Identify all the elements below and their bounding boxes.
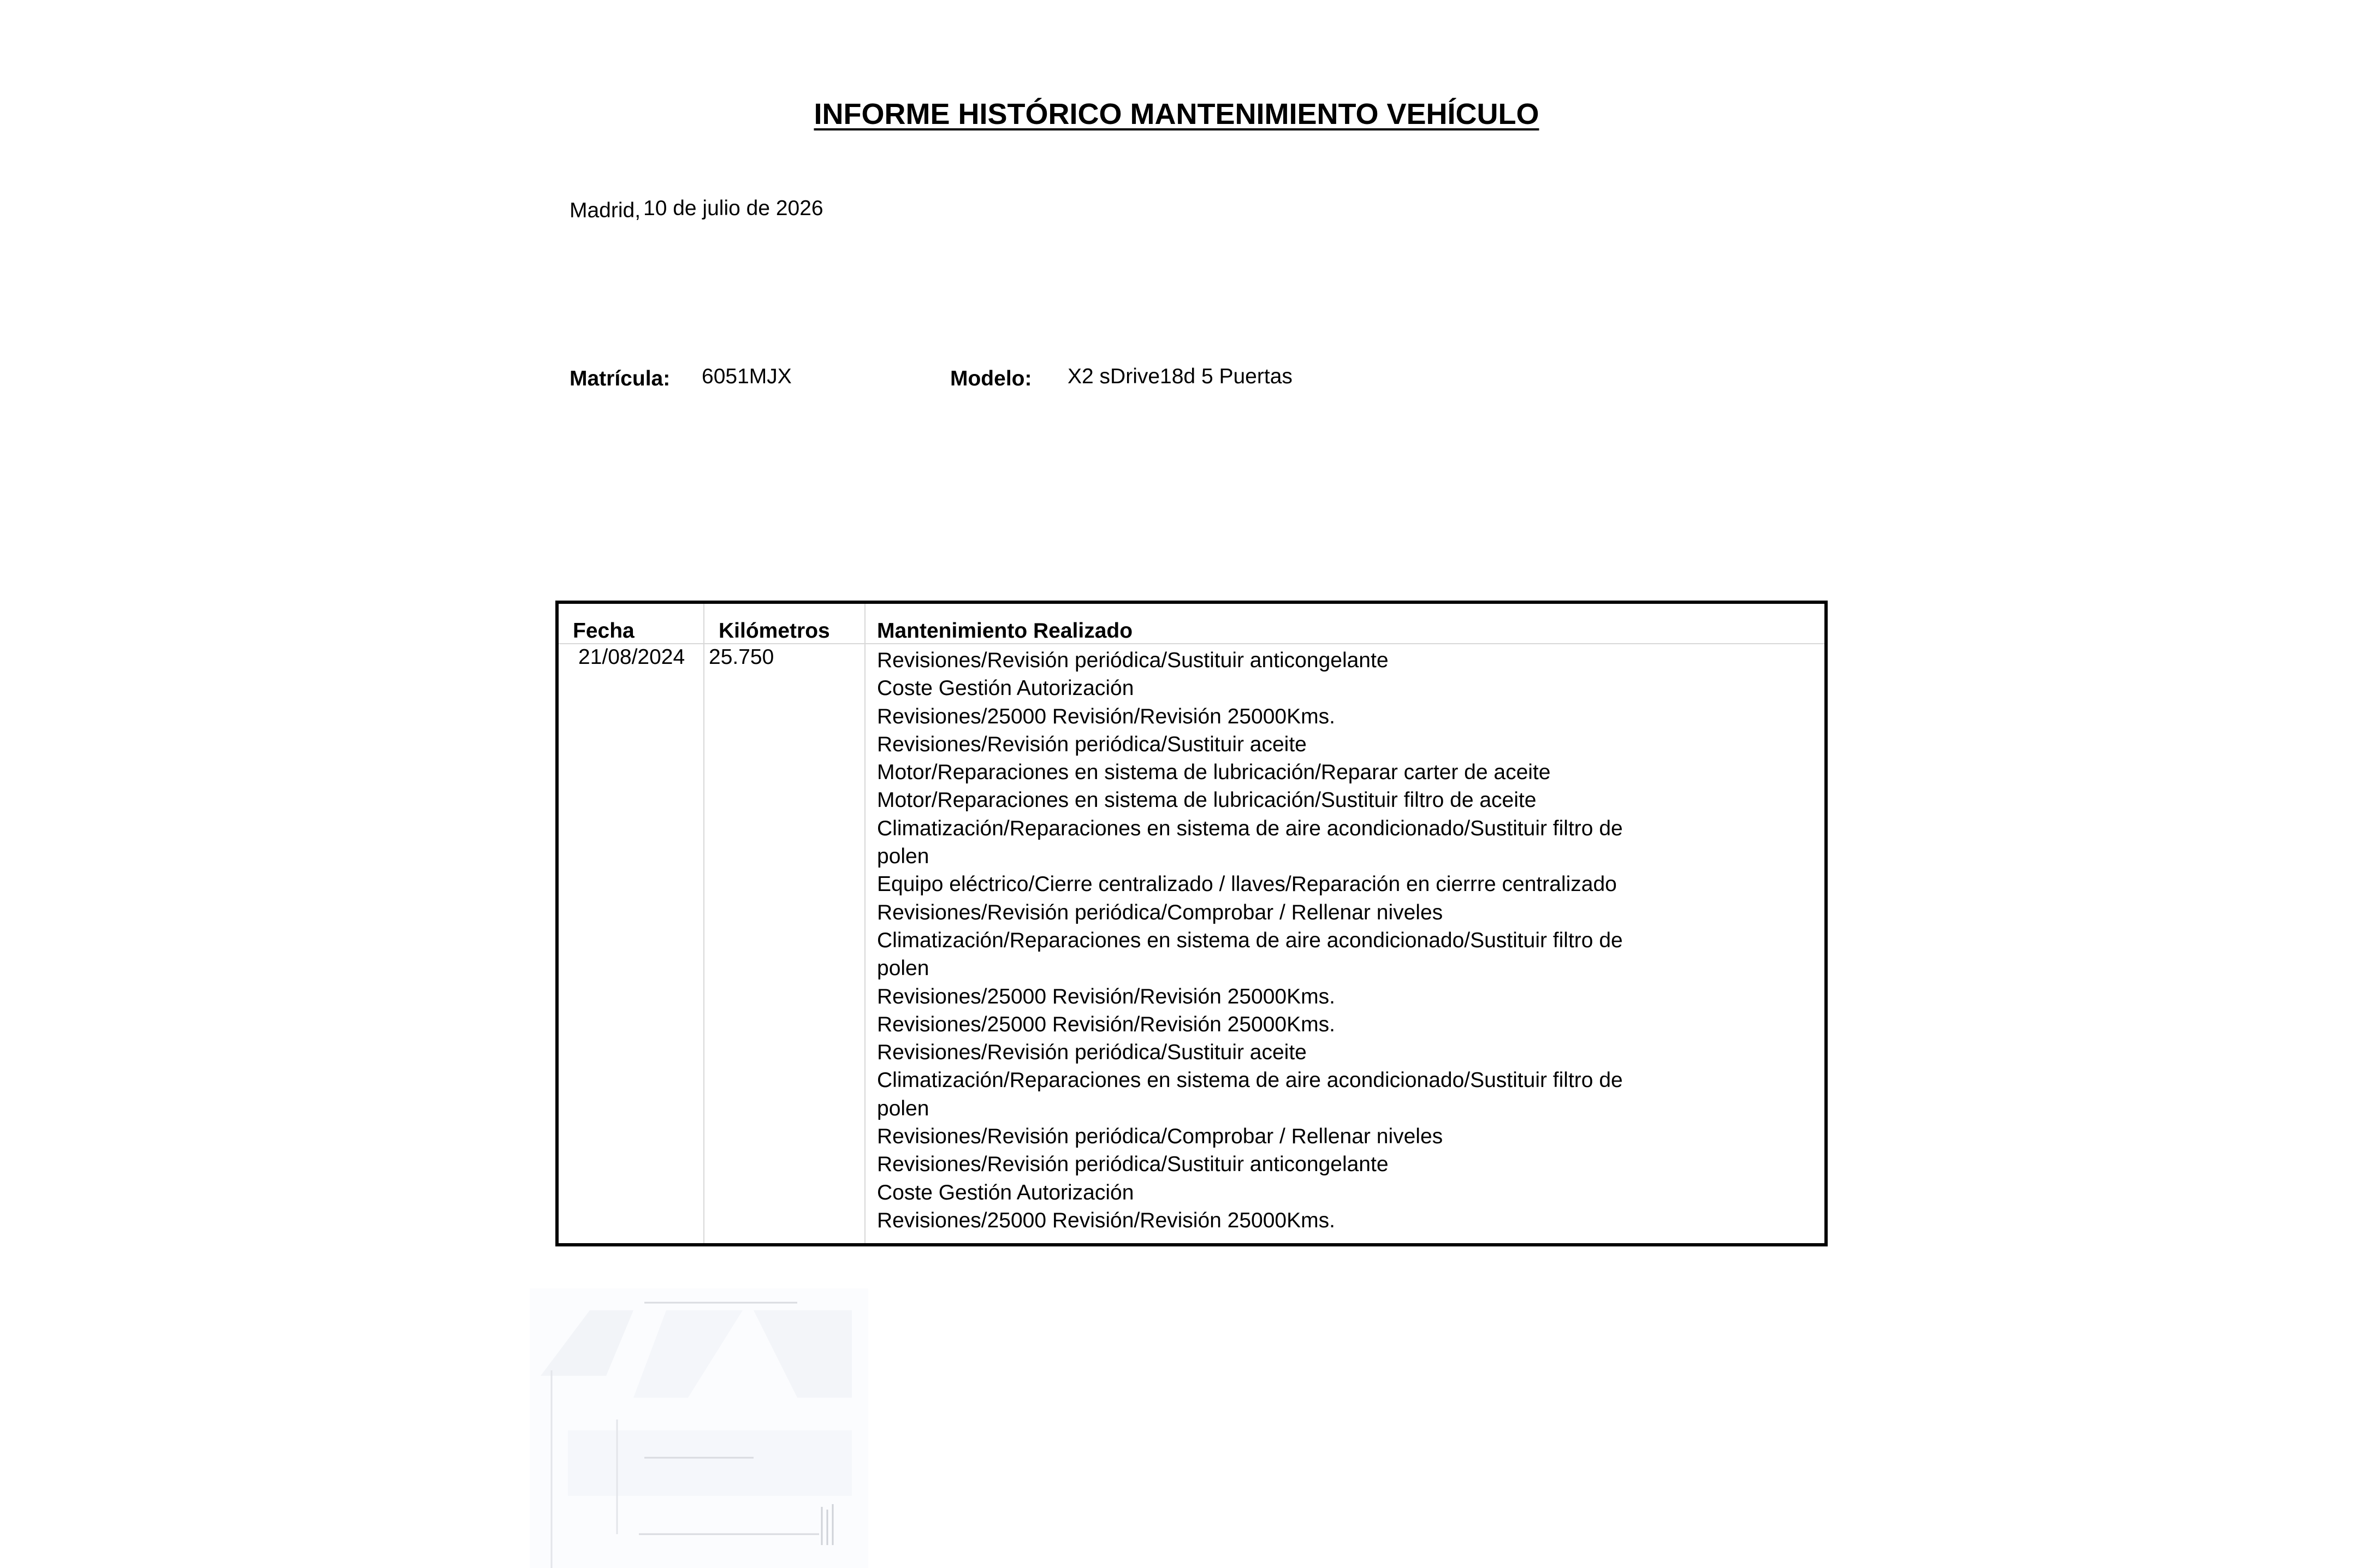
list-item: Coste Gestión Autorización: [877, 1180, 1134, 1204]
list-item: Revisiones/25000 Revisión/Revisión 25000Kms.: [877, 984, 1335, 1008]
column-divider: [703, 604, 704, 1243]
model-value: X2 sDrive18d 5 Puertas: [1068, 365, 1293, 388]
column-divider: [864, 604, 866, 1243]
list-item: Revisiones/Revisión periódica/Sustituir anticongelante: [877, 649, 1389, 672]
list-item: Revisiones/Revisión periódica/Sustituir aceite: [877, 732, 1307, 756]
plate-value: 6051MJX: [702, 365, 792, 388]
list-item: Revisiones/25000 Revisión/Revisión 25000Kms.: [877, 1208, 1335, 1232]
header-work: Mantenimiento Realizado: [877, 619, 1133, 643]
report-date: 10 de julio de 2026: [643, 197, 823, 220]
model-label: Modelo:: [950, 367, 1032, 390]
place-label: Madrid,: [570, 199, 641, 222]
row-km: 25.750: [709, 645, 774, 669]
list-item: Motor/Reparaciones en sistema de lubricación/Sustituir filtro de aceite: [877, 788, 1537, 812]
list-item: Climatización/Reparaciones en sistema de aire acondicionado/Sustituir filtro de polen: [877, 928, 1623, 981]
header-divider: [559, 643, 1824, 644]
list-item: Revisiones/Revisión periódica/Comprobar / Rellenar niveles: [877, 900, 1443, 924]
list-item: Motor/Reparaciones en sistema de lubricación/Reparar carter de aceite: [877, 761, 1551, 785]
plate-label: Matrícula:: [570, 367, 671, 390]
list-item: Revisiones/25000 Revisión/Revisión 25000Kms.: [877, 1012, 1335, 1036]
row-date: 21/08/2024: [578, 645, 685, 669]
list-item: Revisiones/25000 Revisión/Revisión 25000Kms.: [877, 704, 1335, 728]
faded-stamp-icon: [524, 1288, 874, 1568]
header-km: Kilómetros: [719, 619, 830, 643]
header-date: Fecha: [573, 619, 635, 643]
maintenance-list: [877, 646, 1669, 1234]
list-item: Coste Gestión Autorización: [877, 676, 1134, 700]
list-item: Climatización/Reparaciones en sistema de aire acondicionado/Sustituir filtro de polen: [877, 816, 1623, 869]
maintenance-table: [555, 601, 1828, 1246]
list-item: Revisiones/Revisión periódica/Sustituir anticongelante: [877, 1153, 1389, 1177]
list-item: Revisiones/Revisión periódica/Sustituir aceite: [877, 1041, 1307, 1065]
list-item: Equipo eléctrico/Cierre centralizado / llaves/Reparación en cierrre centralizado: [877, 872, 1617, 896]
list-item: Revisiones/Revisión periódica/Comprobar / Rellenar niveles: [877, 1125, 1443, 1149]
report-title: INFORME HISTÓRICO MANTENIMIENTO VEHÍCULO: [814, 98, 1539, 130]
list-item: Climatización/Reparaciones en sistema de aire acondicionado/Sustituir filtro de polen: [877, 1068, 1623, 1120]
